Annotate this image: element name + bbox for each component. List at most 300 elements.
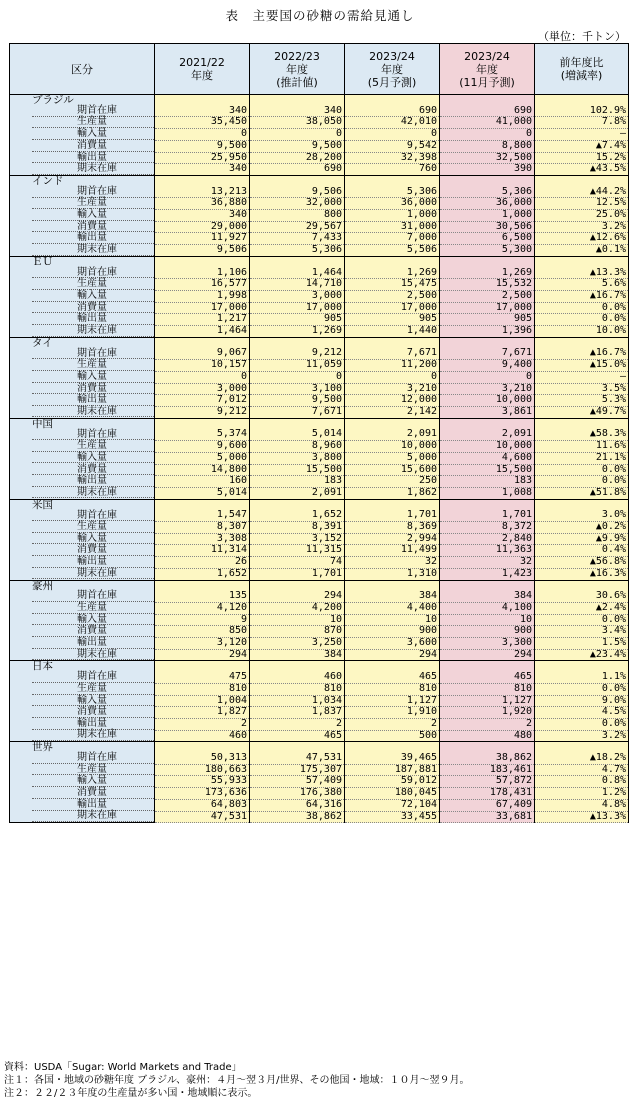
value-2023-24-may: 11,499: [345, 545, 440, 557]
empty-cell: [155, 175, 250, 186]
empty-cell: [345, 175, 440, 186]
value-yoy-change: 15.2%: [535, 152, 629, 164]
table-row: [10, 487, 629, 499]
table-row: [10, 510, 629, 521]
value-yoy-change: —: [535, 129, 629, 141]
value-2022-23: 1,034: [250, 695, 345, 707]
item-label: 輸出量: [32, 153, 154, 164]
value-2023-24-may: 3,210: [345, 383, 440, 395]
value-yoy-change: 1.1%: [535, 672, 629, 683]
item-label: 期末在庫: [32, 326, 154, 337]
value-2022-23: 1,837: [250, 707, 345, 719]
value-2023-24-nov: 810: [440, 683, 535, 695]
value-yoy-change: 102.9%: [535, 106, 629, 117]
value-2023-24-may: 15,475: [345, 279, 440, 291]
value-yoy-change: 0.0%: [535, 614, 629, 626]
item-label: 輸出量: [32, 557, 154, 568]
item-label: 輸入量: [32, 372, 154, 383]
value-2022-23: 4,200: [250, 602, 345, 614]
value-2023-24-nov: 1,396: [440, 326, 535, 338]
value-2022-23: 1,464: [250, 268, 345, 279]
item-cell: [10, 510, 155, 521]
value-2023-24-may: 10,000: [345, 441, 440, 453]
group-name: タイ: [32, 336, 53, 349]
item-label: 期首在庫: [32, 268, 154, 279]
value-2023-24-nov: 10,000: [440, 395, 535, 407]
item-cell: [10, 429, 155, 440]
value-2022-23: 32,000: [250, 198, 345, 210]
value-2021-22: 9,500: [155, 140, 250, 152]
value-2023-24-nov: 5,300: [440, 245, 535, 257]
item-cell: [10, 117, 155, 129]
value-2021-22: 17,000: [155, 302, 250, 314]
value-2023-24-may: 5,506: [345, 245, 440, 257]
value-2022-23: 57,409: [250, 776, 345, 788]
value-2022-23: 11,059: [250, 360, 345, 372]
item-label: 期首在庫: [32, 106, 154, 117]
empty-cell: [250, 256, 345, 267]
value-2023-24-nov: 690: [440, 106, 535, 117]
value-2021-22: 16,577: [155, 279, 250, 291]
value-2021-22: 1,217: [155, 314, 250, 326]
empty-cell: [535, 175, 629, 186]
value-yoy-change: ▲0.2%: [535, 522, 629, 534]
value-2021-22: 0: [155, 129, 250, 141]
value-2023-24-nov: 1,000: [440, 210, 535, 222]
value-2023-24-nov: 1,701: [440, 510, 535, 521]
value-yoy-change: 3.2%: [535, 730, 629, 742]
value-yoy-change: 10.0%: [535, 326, 629, 338]
value-2021-22: 14,800: [155, 464, 250, 476]
value-2022-23: 1,652: [250, 510, 345, 521]
table-row: [10, 695, 629, 707]
value-2021-22: 11,927: [155, 233, 250, 245]
value-2023-24-may: 32,398: [345, 152, 440, 164]
value-2022-23: 870: [250, 626, 345, 638]
value-2023-24-nov: 10: [440, 614, 535, 626]
value-2021-22: 50,313: [155, 753, 250, 764]
value-2021-22: 1,547: [155, 510, 250, 521]
value-yoy-change: ▲44.2%: [535, 187, 629, 198]
value-2022-23: 9,506: [250, 187, 345, 198]
value-2022-23: 465: [250, 730, 345, 742]
value-2021-22: 1,464: [155, 326, 250, 338]
value-2023-24-may: 250: [345, 476, 440, 488]
note-2: 注２：２２/２３年度の生産量が多い国・地域順に表示。: [4, 1088, 258, 1099]
value-2022-23: 17,000: [250, 302, 345, 314]
table-body: [10, 95, 629, 823]
item-cell: [10, 140, 155, 152]
value-2021-22: 29,000: [155, 221, 250, 233]
value-2023-24-nov: 6,500: [440, 233, 535, 245]
value-yoy-change: 12.5%: [535, 198, 629, 210]
value-2023-24-may: 0: [345, 129, 440, 141]
empty-cell: [250, 175, 345, 186]
header-line: (11月予測): [459, 75, 515, 89]
item-cell: [10, 557, 155, 569]
value-2023-24-may: 5,000: [345, 452, 440, 464]
header-2023-24-nov: [440, 44, 535, 95]
value-2022-23: 1,269: [250, 326, 345, 338]
value-2022-23: 3,000: [250, 290, 345, 302]
item-label: 期末在庫: [32, 407, 154, 418]
value-2023-24-nov: 3,300: [440, 638, 535, 650]
value-2022-23: 9,500: [250, 395, 345, 407]
value-2022-23: 3,152: [250, 533, 345, 545]
value-2022-23: 10: [250, 614, 345, 626]
value-yoy-change: 0.0%: [535, 464, 629, 476]
value-yoy-change: ▲56.8%: [535, 557, 629, 569]
item-cell: [10, 638, 155, 650]
item-cell: [10, 441, 155, 453]
value-2022-23: 3,800: [250, 452, 345, 464]
value-2023-24-may: 31,000: [345, 221, 440, 233]
value-2023-24-may: 1,910: [345, 707, 440, 719]
value-yoy-change: 3.0%: [535, 510, 629, 521]
table-row: [10, 152, 629, 164]
value-2021-22: 3,000: [155, 383, 250, 395]
value-2022-23: 2: [250, 718, 345, 730]
header-line: (増減率): [560, 69, 603, 82]
table-row: [10, 395, 629, 407]
value-2023-24-nov: 900: [440, 626, 535, 638]
value-yoy-change: 3.2%: [535, 221, 629, 233]
value-2023-24-may: 384: [345, 591, 440, 602]
value-yoy-change: 0.0%: [535, 718, 629, 730]
page-title: 表 主要国の砂糖の需給見通し: [225, 8, 415, 23]
item-cell: [10, 626, 155, 638]
value-2023-24-nov: 2,091: [440, 429, 535, 440]
item-label: 輸出量: [32, 719, 154, 730]
value-2023-24-nov: 384: [440, 591, 535, 602]
value-2022-23: 38,050: [250, 117, 345, 129]
table-row: [10, 591, 629, 602]
value-2023-24-nov: 1,008: [440, 487, 535, 499]
group-name: 米国: [32, 498, 53, 511]
header-row: [10, 44, 629, 95]
value-2021-22: 5,374: [155, 429, 250, 440]
value-2022-23: 7,433: [250, 233, 345, 245]
header-line: (5月予測): [367, 75, 417, 89]
group-header-row: [10, 256, 629, 267]
value-2023-24-nov: 8,372: [440, 522, 535, 534]
table-row: [10, 776, 629, 788]
value-2023-24-nov: 183: [440, 476, 535, 488]
item-cell: [10, 326, 155, 338]
value-2021-22: 340: [155, 106, 250, 117]
item-cell: [10, 348, 155, 359]
item-label: 期首在庫: [32, 430, 154, 441]
group-name: ブラジル: [32, 94, 74, 106]
value-2022-23: 176,380: [250, 788, 345, 800]
value-yoy-change: ▲13.3%: [535, 268, 629, 279]
value-2023-24-may: 33,455: [345, 811, 440, 823]
item-label: 輸出量: [32, 800, 154, 811]
value-2021-22: 26: [155, 557, 250, 569]
value-2021-22: 3,120: [155, 638, 250, 650]
value-2022-23: 905: [250, 314, 345, 326]
value-yoy-change: 11.6%: [535, 441, 629, 453]
value-yoy-change: 25.0%: [535, 210, 629, 222]
header-2022-23: [250, 44, 345, 95]
value-2022-23: 0: [250, 129, 345, 141]
item-label: 期首在庫: [32, 591, 154, 602]
value-2023-24-may: 15,600: [345, 464, 440, 476]
value-2023-24-nov: 15,532: [440, 279, 535, 291]
value-2021-22: 1,652: [155, 568, 250, 580]
table-row: [10, 476, 629, 488]
value-2021-22: 460: [155, 730, 250, 742]
item-label: 消費量: [32, 626, 154, 637]
value-yoy-change: 21.1%: [535, 452, 629, 464]
item-label: 生産量: [32, 522, 154, 533]
table-row: [10, 811, 629, 823]
item-label: 生産量: [32, 441, 154, 452]
value-2023-24-may: 1,862: [345, 487, 440, 499]
value-2022-23: 294: [250, 591, 345, 602]
value-2021-22: 1,827: [155, 707, 250, 719]
value-2023-24-may: 760: [345, 164, 440, 176]
item-cell: [10, 245, 155, 257]
item-label: 輸出量: [32, 314, 154, 325]
value-yoy-change: 9.0%: [535, 695, 629, 707]
value-2023-24-may: 39,465: [345, 753, 440, 764]
value-yoy-change: 5.6%: [535, 279, 629, 291]
table-row: [10, 545, 629, 557]
value-2021-22: 4,120: [155, 602, 250, 614]
value-yoy-change: ▲16.7%: [535, 290, 629, 302]
value-2023-24-nov: 183,461: [440, 764, 535, 776]
value-2023-24-may: 12,000: [345, 395, 440, 407]
value-2022-23: 5,014: [250, 429, 345, 440]
item-cell: [10, 314, 155, 326]
item-cell: [10, 406, 155, 418]
value-2023-24-nov: 67,409: [440, 799, 535, 811]
item-label: 消費量: [32, 707, 154, 718]
value-2023-24-nov: 15,500: [440, 464, 535, 476]
value-2023-24-may: 500: [345, 730, 440, 742]
value-2023-24-nov: 36,000: [440, 198, 535, 210]
value-2023-24-nov: 17,000: [440, 302, 535, 314]
item-cell: [10, 129, 155, 141]
value-2021-22: 135: [155, 591, 250, 602]
value-2023-24-nov: 0: [440, 129, 535, 141]
group-cell: [10, 175, 155, 186]
empty-cell: [535, 256, 629, 267]
value-2023-24-nov: 32: [440, 557, 535, 569]
value-yoy-change: ▲49.7%: [535, 406, 629, 418]
value-2023-24-may: 810: [345, 683, 440, 695]
unit-label: （単位：千トン）: [538, 30, 626, 43]
header-line: 年度: [286, 62, 308, 76]
item-label: 消費量: [32, 141, 154, 152]
item-label: 消費量: [32, 545, 154, 556]
value-yoy-change: —: [535, 371, 629, 383]
value-2023-24-nov: 32,500: [440, 152, 535, 164]
value-2023-24-nov: 294: [440, 649, 535, 661]
group-cell: [10, 418, 155, 429]
value-2021-22: 8,307: [155, 522, 250, 534]
value-2023-24-may: 1,269: [345, 268, 440, 279]
value-2021-22: 64,803: [155, 799, 250, 811]
item-label: 輸入量: [32, 534, 154, 545]
value-2022-23: 11,315: [250, 545, 345, 557]
value-2021-22: 0: [155, 371, 250, 383]
item-label: 期末在庫: [32, 730, 154, 741]
value-yoy-change: ▲58.3%: [535, 429, 629, 440]
value-2023-24-nov: 9,400: [440, 360, 535, 372]
value-2023-24-may: 4,400: [345, 602, 440, 614]
value-2021-22: 2: [155, 718, 250, 730]
value-yoy-change: 5.3%: [535, 395, 629, 407]
value-2023-24-nov: 41,000: [440, 117, 535, 129]
value-2021-22: 850: [155, 626, 250, 638]
value-2023-24-nov: 57,872: [440, 776, 535, 788]
value-2022-23: 8,391: [250, 522, 345, 534]
item-label: 輸入量: [32, 210, 154, 221]
value-2023-24-nov: 7,671: [440, 348, 535, 359]
value-2022-23: 340: [250, 106, 345, 117]
table-row: [10, 464, 629, 476]
table-row: [10, 753, 629, 764]
item-cell: [10, 164, 155, 176]
table-row: [10, 245, 629, 257]
supply-demand-table: [9, 43, 629, 823]
table-row: [10, 602, 629, 614]
notes: [4, 1061, 470, 1100]
value-2022-23: 3,250: [250, 638, 345, 650]
item-label: 消費量: [32, 788, 154, 799]
value-2023-24-nov: 480: [440, 730, 535, 742]
table-row: [10, 406, 629, 418]
value-2023-24-may: 1,310: [345, 568, 440, 580]
table-row: [10, 672, 629, 683]
item-cell: [10, 210, 155, 222]
value-2023-24-may: 0: [345, 371, 440, 383]
value-2023-24-may: 2: [345, 718, 440, 730]
item-cell: [10, 487, 155, 499]
table-row: [10, 198, 629, 210]
value-2022-23: 1,701: [250, 568, 345, 580]
table-row: [10, 314, 629, 326]
value-2023-24-may: 2,091: [345, 429, 440, 440]
value-2023-24-nov: 178,431: [440, 788, 535, 800]
item-cell: [10, 811, 155, 823]
group-name: 豪州: [32, 579, 53, 592]
header-2021-22: [155, 44, 250, 95]
table-row: [10, 348, 629, 359]
item-cell: [10, 233, 155, 245]
value-2023-24-may: 2,142: [345, 406, 440, 418]
header-line: (推計値): [276, 75, 318, 89]
value-2021-22: 35,450: [155, 117, 250, 129]
value-2023-24-may: 905: [345, 314, 440, 326]
value-yoy-change: 3.4%: [535, 626, 629, 638]
table-row: [10, 683, 629, 695]
value-2022-23: 9,212: [250, 348, 345, 359]
table-row: [10, 557, 629, 569]
value-2022-23: 64,316: [250, 799, 345, 811]
value-2021-22: 160: [155, 476, 250, 488]
value-2023-24-may: 465: [345, 672, 440, 683]
item-cell: [10, 290, 155, 302]
item-label: 期末在庫: [32, 245, 154, 256]
value-yoy-change: 0.0%: [535, 314, 629, 326]
value-2023-24-may: 187,881: [345, 764, 440, 776]
item-label: 期首在庫: [32, 349, 154, 360]
item-cell: [10, 152, 155, 164]
table-row: [10, 452, 629, 464]
group-name: ＥＵ: [32, 255, 53, 268]
item-label: 期首在庫: [32, 511, 154, 522]
table-row: [10, 568, 629, 580]
value-2023-24-nov: 1,127: [440, 695, 535, 707]
value-2023-24-nov: 33,681: [440, 811, 535, 823]
value-2021-22: 173,636: [155, 788, 250, 800]
value-yoy-change: 4.5%: [535, 707, 629, 719]
value-2023-24-may: 690: [345, 106, 440, 117]
header-line: 前年度比: [559, 56, 604, 69]
item-label: 輸入量: [32, 291, 154, 302]
value-2023-24-may: 32: [345, 557, 440, 569]
value-2023-24-may: 8,369: [345, 522, 440, 534]
value-yoy-change: 4.8%: [535, 799, 629, 811]
item-cell: [10, 753, 155, 764]
item-cell: [10, 683, 155, 695]
value-2023-24-nov: 2,500: [440, 290, 535, 302]
header-line: 2021/22: [179, 56, 225, 69]
value-2023-24-nov: 905: [440, 314, 535, 326]
value-2023-24-may: 17,000: [345, 302, 440, 314]
value-2023-24-may: 1,127: [345, 695, 440, 707]
value-2021-22: 25,950: [155, 152, 250, 164]
header-line: 2022/23: [274, 49, 320, 63]
value-2021-22: 3,308: [155, 533, 250, 545]
value-2023-24-nov: 1,423: [440, 568, 535, 580]
value-2023-24-may: 900: [345, 626, 440, 638]
value-2022-23: 2,091: [250, 487, 345, 499]
item-label: 期首在庫: [32, 753, 154, 764]
item-label: 期首在庫: [32, 187, 154, 198]
table-row: [10, 140, 629, 152]
value-2023-24-nov: 2: [440, 718, 535, 730]
value-2023-24-may: 5,306: [345, 187, 440, 198]
table-row: [10, 649, 629, 661]
table-row: [10, 730, 629, 742]
value-2021-22: 47,531: [155, 811, 250, 823]
value-yoy-change: 0.0%: [535, 476, 629, 488]
item-label: 生産量: [32, 117, 154, 128]
header-line: 年度: [191, 69, 213, 82]
item-cell: [10, 522, 155, 534]
value-2023-24-nov: 30,506: [440, 221, 535, 233]
item-label: 輸出量: [32, 638, 154, 649]
value-2023-24-may: 9,542: [345, 140, 440, 152]
value-yoy-change: ▲12.6%: [535, 233, 629, 245]
item-cell: [10, 360, 155, 372]
value-yoy-change: ▲15.0%: [535, 360, 629, 372]
item-label: 期末在庫: [32, 164, 154, 175]
value-2022-23: 460: [250, 672, 345, 683]
table-row: [10, 210, 629, 222]
table-row: [10, 638, 629, 650]
value-2023-24-nov: 11,363: [440, 545, 535, 557]
header-line: 年度: [476, 62, 498, 76]
value-2023-24-nov: 8,800: [440, 140, 535, 152]
value-2022-23: 800: [250, 210, 345, 222]
value-2023-24-nov: 5,306: [440, 187, 535, 198]
item-cell: [10, 545, 155, 557]
